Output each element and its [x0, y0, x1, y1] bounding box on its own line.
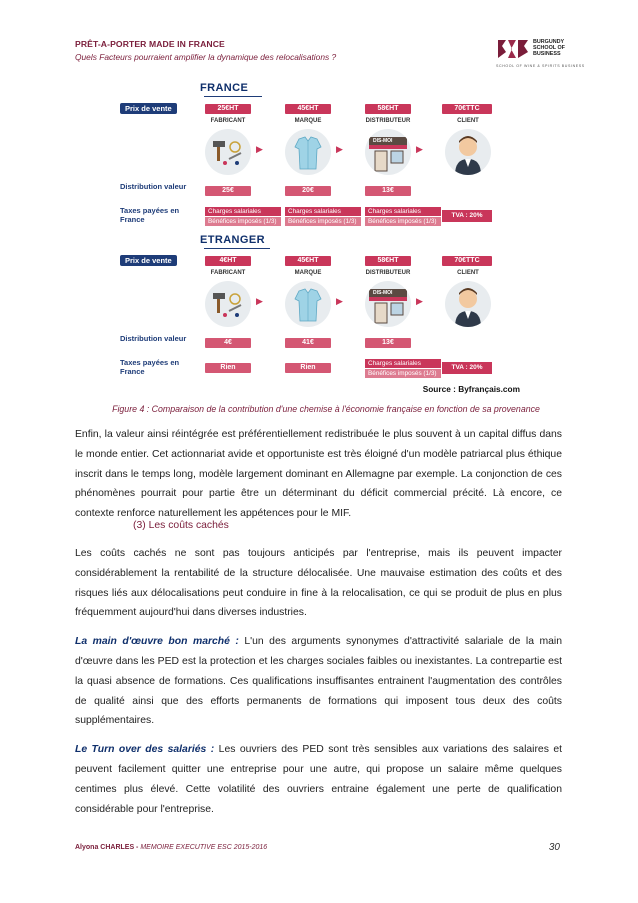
shop-front-icon: [365, 281, 411, 327]
distributeur-circle: [365, 129, 411, 175]
client-person-icon: [445, 281, 491, 327]
client-person-icon: [445, 129, 491, 175]
etranger-taxes-label: Taxes payées en France: [120, 358, 180, 376]
france-heading: FRANCE: [200, 82, 249, 94]
logo-tagline: SCHOOL OF WINE & SPIRITS BUSINESS: [496, 64, 585, 68]
france-price: 70€TTC: [442, 104, 492, 114]
page-header: [75, 39, 565, 62]
paragraph: [75, 632, 562, 731]
marque-circle: [285, 281, 331, 327]
fabricant-circle: [205, 281, 251, 327]
source-credit: Source : Byfrançais.com: [422, 384, 520, 394]
footer-memo: MEMOIRE EXECUTIVE ESC 2015-2016: [140, 844, 268, 851]
sewing-tools-icon: [205, 281, 251, 327]
tax-none: Rien: [285, 363, 331, 373]
page-footer: [75, 844, 267, 851]
bsb-logo-mark-icon: [496, 38, 530, 60]
etranger-distribution-label: Distribution valeur: [120, 334, 187, 343]
flow-arrow-icon: ▶: [416, 296, 423, 306]
bsb-logo: [496, 38, 585, 68]
france-taxes-label: Taxes payées en France: [120, 206, 180, 224]
flow-arrow-icon: ▶: [336, 296, 343, 306]
france-price: 58€HT: [365, 104, 411, 114]
etranger-distribution: 13€: [365, 338, 411, 348]
tax-tag: Bénéfices imposés (1/3): [365, 217, 441, 226]
actor-label: CLIENT: [457, 270, 479, 276]
body-text: [75, 544, 562, 828]
etranger-price: 70€TTC: [442, 256, 492, 266]
etranger-distribution: 41€: [285, 338, 331, 348]
etranger-heading: ETRANGER: [200, 234, 265, 246]
shirt-contribution-infographic: [120, 82, 520, 400]
etranger-price: 4€HT: [205, 256, 251, 266]
heading-underline: [204, 248, 270, 249]
client-circle: [445, 129, 491, 175]
tax-tag: Charges salariales: [365, 359, 441, 368]
etranger-distribution: 4€: [205, 338, 251, 348]
shop-sign: DIS-MOI: [373, 138, 393, 144]
tax-tag: Bénéfices imposés (1/3): [365, 369, 441, 378]
france-distribution: 25€: [205, 186, 251, 196]
etranger-price: 45€HT: [285, 256, 331, 266]
etranger-tva: TVA : 20%: [442, 362, 492, 374]
flow-arrow-icon: ▶: [336, 144, 343, 154]
tax-tag: Charges salariales: [365, 207, 441, 216]
etranger-price-label: Prix de vente: [120, 255, 177, 266]
header-subtitle: Quels Facteurs pourraient amplifier la dynamique des relocalisations ?: [75, 52, 337, 62]
etranger-price: 58€HT: [365, 256, 411, 266]
france-distribution: 13€: [365, 186, 411, 196]
france-distribution-label: Distribution valeur: [120, 182, 187, 191]
flow-arrow-icon: ▶: [256, 296, 263, 306]
paragraph-text: Les ouvriers des PED sont très sensibles aux variations des salaires et peuvent facilement quitter une entreprise pour une autre, qui propose un salaire même quelques centimes plus élevé. Cette volatilité des ouvriers entraine également une perte de qualification considérable pour l'entreprise.: [75, 744, 563, 815]
tax-tag: Bénéfices imposés (1/3): [285, 217, 361, 226]
page-number: 30: [548, 842, 560, 853]
france-price: 45€HT: [285, 104, 331, 114]
paragraph-lead: Le Turn over des salariés :: [75, 744, 215, 756]
actor-label: FABRICANT: [210, 270, 246, 276]
shop-sign: DIS-MOI: [373, 290, 393, 296]
paragraph: Enfin, la valeur ainsi réintégrée est préférentiellement redistribuée le plus souvent à un capital diffus dans le monde entier. Cet actionnariat avide et opportuniste est très éloigné d'un modèle patriarcal plus éthique inscrit dans le temps long, modèle largement dominant en Allemagne par exemple. La conjonction de ces phénomènes pourrait pour partie être un déterminant du déficit commercial précité. Là encore, ce contexte renforce naturellement les appétences pour le MIF.: [75, 429, 562, 520]
paragraph: [75, 740, 562, 819]
footer-author: Alyona CHARLES -: [75, 844, 141, 851]
tax-tag: Charges salariales: [285, 207, 361, 216]
logo-text: BURGUNDY SCHOOL OF BUSINESS: [533, 39, 565, 58]
tax-tag: Bénéfices imposés (1/3): [205, 217, 281, 226]
marque-circle: [285, 129, 331, 175]
shirt-icon: [285, 281, 331, 327]
heading-underline: [204, 96, 262, 97]
section-title: (3) Les coûts cachés: [133, 520, 229, 531]
actor-label: DISTRIBUTEUR: [365, 270, 411, 276]
france-price: 25€HT: [205, 104, 251, 114]
fabricant-circle: [205, 129, 251, 175]
figure-caption: Figure 4 : Comparaison de la contribution d'une chemise à l'économie française en fonction de sa provenance: [112, 404, 540, 414]
distributeur-circle: [365, 281, 411, 327]
body-text: [75, 425, 562, 533]
actor-label: DISTRIBUTEUR: [365, 118, 411, 124]
shop-front-icon: [365, 129, 411, 175]
shirt-icon: [285, 129, 331, 175]
tax-tag: Charges salariales: [205, 207, 281, 216]
actor-label: FABRICANT: [210, 118, 246, 124]
paragraph-text: L'un des arguments synonymes d'attractivité salariale de la main d'œuvre dans les PED est la protection et les charges sociales faibles ou inexistantes. La contrepartie est la quasi absence de formations. Ces qualifications insuffisantes entrainent l'augmentation des contrôles de qualité ainsi que des efforts permanents de formations qui imposent tous deux des coûts supplémentaires.: [75, 636, 562, 727]
actor-label: CLIENT: [457, 118, 479, 124]
client-circle: [445, 281, 491, 327]
flow-arrow-icon: ▶: [256, 144, 263, 154]
paragraph: Les coûts cachés ne sont pas toujours anticipés par l'entreprise, mais ils peuvent impacter considérablement la rentabilité de la structure délocalisée. Une mauvaise estimation des coûts et des risques liés aux délocalisations peut conduire in fine à la relocalisation, ce qui se produit de plus en plus fréquemment aujourd'hui dans diverses industries.: [75, 548, 562, 619]
france-distribution: 20€: [285, 186, 331, 196]
tax-none: Rien: [205, 363, 251, 373]
france-tva: TVA : 20%: [442, 210, 492, 222]
flow-arrow-icon: ▶: [416, 144, 423, 154]
sewing-tools-icon: [205, 129, 251, 175]
header-title: PRÊT-A-PORTER MADE IN FRANCE: [75, 39, 225, 49]
france-price-label: Prix de vente: [120, 103, 177, 114]
actor-label: MARQUE: [294, 270, 322, 276]
paragraph-lead: La main d'œuvre bon marché :: [75, 636, 239, 648]
actor-label: MARQUE: [294, 118, 322, 124]
